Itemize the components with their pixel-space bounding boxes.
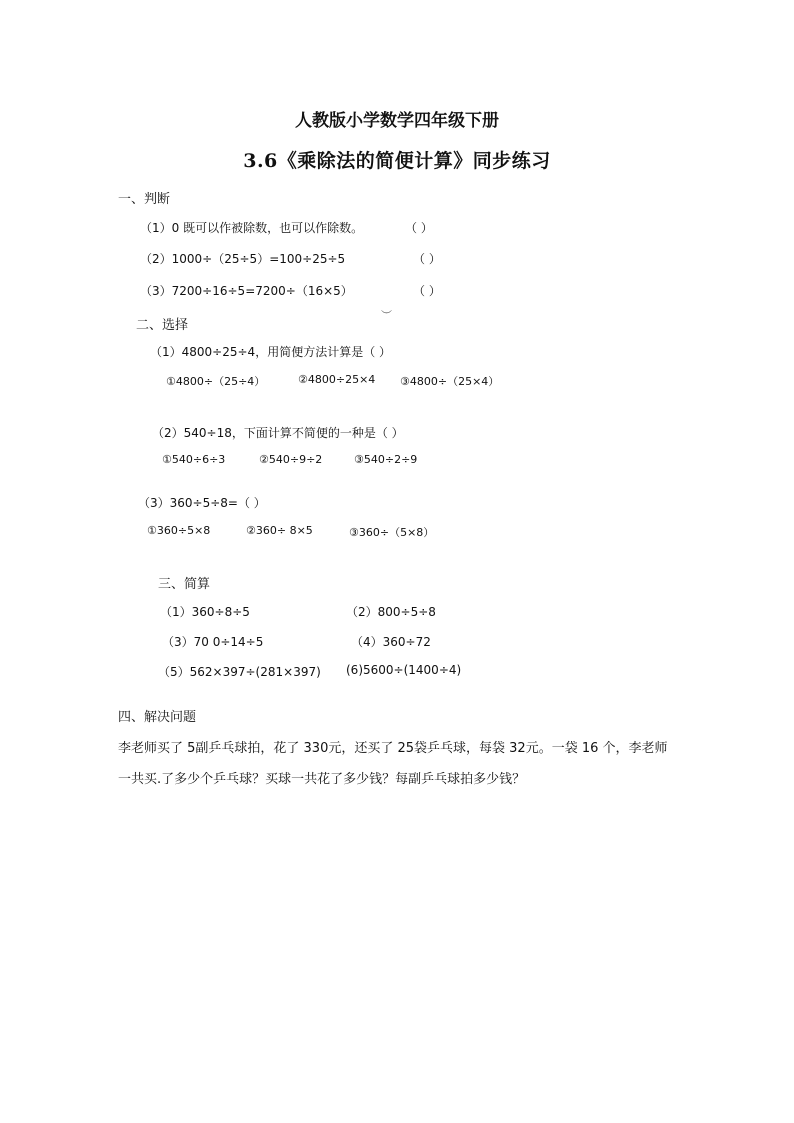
judge-answer-blank-1: （ ） [405, 221, 433, 235]
section-judge-heading: 一、判断 [118, 192, 171, 207]
simplify-item-2: （2）800÷5÷8 [346, 605, 436, 619]
simplify-item-1: （1）360÷8÷5 [160, 605, 250, 619]
choice-2-option-a: ①540÷6÷3 [162, 453, 226, 466]
section-problem-heading: 四、解决问题 [118, 710, 197, 725]
choice-question-2: （2）540÷18，下面计算不简便的一种是（ ） [152, 426, 404, 440]
judge-answer-blank-3: （ ） [413, 284, 441, 298]
simplify-item-6: (6)5600÷(1400÷4) [346, 663, 462, 677]
choice-1-option-c: ③4800÷（25×4） [400, 375, 500, 388]
section-choice-heading: 二、选择 [136, 318, 189, 333]
judge-answer-blank-2: （ ） [413, 252, 441, 266]
choice-2-option-c: ③540÷2÷9 [354, 453, 418, 466]
section-simplify-heading: 三、简算 [158, 577, 211, 592]
word-problem-text: 李老师买了 5副乒乓球拍，花了 330元，还买了 25袋乒乓球，每袋 32元。一袋 16 个，李老师一共买.了多少个乒乓球？买球一共花了多少钱？每副乒乓球拍多少钱？ [118, 741, 668, 787]
judge-item-2: （2）1000÷（25÷5）=100÷25÷5 [140, 252, 346, 266]
judge-item-1: （1）0 既可以作被除数，也可以作除数。 [140, 221, 364, 235]
simplify-item-5: （5）562×397÷(281×397) [158, 665, 321, 679]
choice-3-option-b: ②360÷ 8×5 [246, 524, 313, 537]
worksheet-title: 人教版小学数学四年级下册 [295, 111, 499, 131]
judge-item-3: （3）7200÷16÷5=7200÷（16×5） [140, 284, 353, 298]
choice-3-option-c: ③360÷（5×8） [349, 526, 435, 539]
choice-question-3: （3）360÷5÷8=（ ） [138, 496, 266, 510]
choice-3-option-a: ①360÷5×8 [147, 524, 211, 537]
simplify-item-4: （4）360÷72 [351, 635, 431, 649]
stray-mark: ︶ [381, 309, 392, 322]
choice-1-option-a: ①4800÷（25÷4） [166, 375, 266, 388]
simplify-item-3: （3）70 0÷14÷5 [162, 635, 264, 649]
choice-question-1: （1）4800÷25÷4，用简便方法计算是（ ） [150, 345, 392, 359]
choice-1-option-b: ②4800÷25×4 [298, 373, 376, 386]
choice-2-option-b: ②540÷9÷2 [259, 453, 323, 466]
worksheet-subtitle: 3.6《乘除法的简便计算》同步练习 [243, 150, 551, 172]
